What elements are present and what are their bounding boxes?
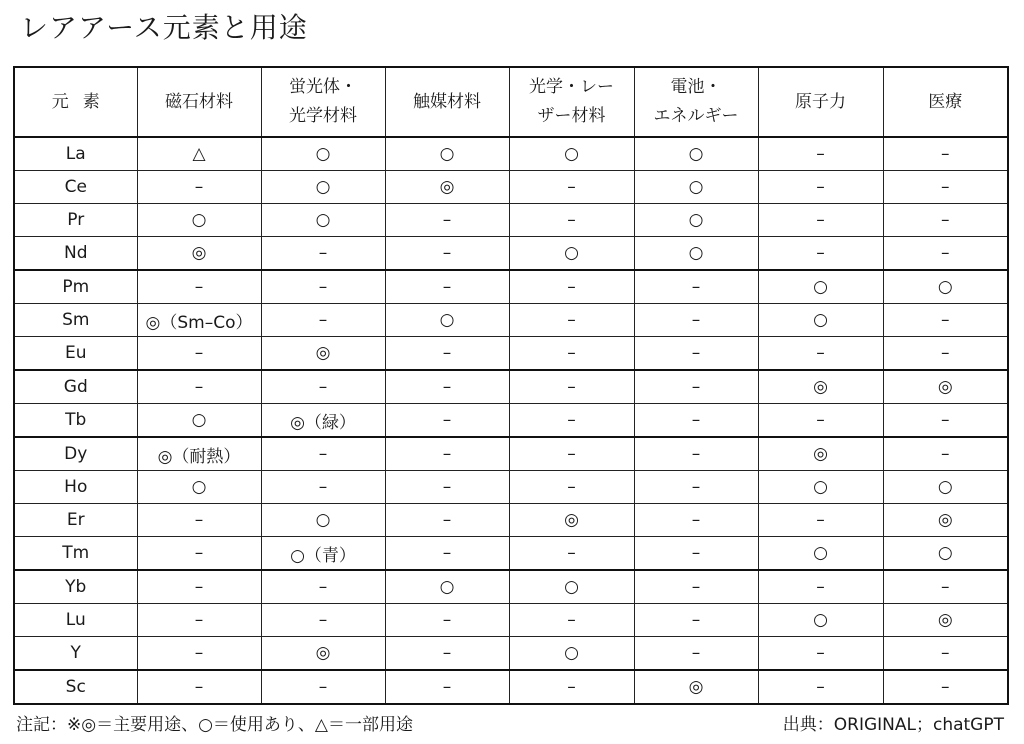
usage-cell: – <box>137 337 261 371</box>
column-header-line: 光学材料 <box>289 106 357 126</box>
usage-cell: – <box>883 404 1008 438</box>
usage-cell: ○ <box>758 270 883 304</box>
table-body <box>14 137 1008 704</box>
table-row <box>14 171 1008 204</box>
usage-cell: – <box>758 204 883 237</box>
usage-cell: – <box>137 637 261 671</box>
usage-cell: – <box>509 471 634 504</box>
usage-cell: – <box>883 570 1008 604</box>
column-header-line: 医療 <box>928 91 963 112</box>
usage-cell: – <box>261 370 385 404</box>
usage-cell: – <box>758 504 883 537</box>
table-row <box>14 304 1008 337</box>
usage-cell: – <box>634 437 758 471</box>
usage-cell: – <box>509 204 634 237</box>
usage-cell: – <box>509 171 634 204</box>
usage-cell: – <box>758 171 883 204</box>
usage-cell: – <box>883 670 1008 704</box>
usage-cell: ○ <box>758 471 883 504</box>
table-row <box>14 604 1008 637</box>
element-symbol-cell: Gd <box>14 370 137 404</box>
usage-cell: ○ <box>385 304 509 337</box>
usage-cell: – <box>509 370 634 404</box>
column-header-line: ザー材料 <box>537 106 606 126</box>
element-symbol-cell: Dy <box>14 437 137 471</box>
column-header-line: エネルギー <box>653 106 739 126</box>
usage-cell: – <box>261 237 385 271</box>
table-row <box>14 570 1008 604</box>
table-row <box>14 370 1008 404</box>
element-symbol-cell: Tm <box>14 537 137 571</box>
usage-cell: ◎ <box>758 437 883 471</box>
column-header-line: 蛍光体・ <box>289 77 357 97</box>
table-row <box>14 437 1008 471</box>
usage-cell: – <box>758 237 883 271</box>
usage-cell: – <box>883 437 1008 471</box>
usage-cell: ○ <box>634 237 758 271</box>
usage-cell: – <box>758 670 883 704</box>
column-header <box>385 67 509 137</box>
element-symbol-cell: Er <box>14 504 137 537</box>
usage-cell: – <box>883 637 1008 671</box>
usage-cell: ◎ <box>137 237 261 271</box>
usage-cell: ◎ <box>758 370 883 404</box>
element-symbol-cell: Pm <box>14 270 137 304</box>
table-row <box>14 537 1008 571</box>
usage-cell: – <box>883 337 1008 371</box>
usage-cell: – <box>634 471 758 504</box>
usage-cell: – <box>261 670 385 704</box>
usage-cell: ○ <box>509 237 634 271</box>
usage-cell: – <box>509 537 634 571</box>
table-row <box>14 137 1008 171</box>
usage-cell: – <box>634 404 758 438</box>
usage-cell: ○ <box>634 171 758 204</box>
usage-cell: ○ <box>634 204 758 237</box>
usage-cell: – <box>758 137 883 171</box>
element-symbol-cell: Ce <box>14 171 137 204</box>
usage-cell: – <box>758 570 883 604</box>
usage-cell: – <box>261 471 385 504</box>
usage-cell: – <box>758 404 883 438</box>
usage-cell: – <box>137 504 261 537</box>
usage-cell: – <box>261 604 385 637</box>
usage-cell: – <box>883 304 1008 337</box>
element-symbol-cell: Sc <box>14 670 137 704</box>
element-symbol-cell: Eu <box>14 337 137 371</box>
usage-cell: – <box>137 171 261 204</box>
usage-cell: – <box>385 237 509 271</box>
usage-cell: – <box>385 337 509 371</box>
usage-cell: – <box>261 437 385 471</box>
usage-cell: – <box>385 504 509 537</box>
usage-cell: ○ <box>385 570 509 604</box>
usage-cell: ○ <box>758 304 883 337</box>
usage-cell: – <box>758 637 883 671</box>
usage-cell: – <box>137 370 261 404</box>
usage-cell: – <box>509 337 634 371</box>
usage-cell: – <box>634 370 758 404</box>
usage-cell: – <box>758 337 883 371</box>
usage-cell: – <box>883 137 1008 171</box>
usage-cell: – <box>509 604 634 637</box>
usage-cell: ○ <box>261 137 385 171</box>
usage-cell: ○ <box>137 404 261 438</box>
table-header-row <box>14 67 1008 137</box>
usage-cell: ◎（Sm–Co） <box>137 304 261 337</box>
column-header <box>634 67 758 137</box>
table-row <box>14 471 1008 504</box>
usage-cell: – <box>261 270 385 304</box>
element-symbol-cell: Lu <box>14 604 137 637</box>
column-header-line: 磁石材料 <box>165 91 233 112</box>
usage-cell: ○ <box>883 270 1008 304</box>
usage-cell: ○ <box>758 537 883 571</box>
table-row <box>14 270 1008 304</box>
usage-cell: ◎ <box>883 370 1008 404</box>
column-header-line: 原子力 <box>795 91 846 112</box>
table-row <box>14 504 1008 537</box>
usage-cell: ◎ <box>634 670 758 704</box>
usage-cell: – <box>137 537 261 571</box>
usage-cell: – <box>634 637 758 671</box>
usage-cell: – <box>634 304 758 337</box>
usage-cell: – <box>634 504 758 537</box>
usage-cell: – <box>634 537 758 571</box>
usage-cell: – <box>137 270 261 304</box>
usage-cell: – <box>137 604 261 637</box>
usage-cell: – <box>634 604 758 637</box>
usage-cell: – <box>385 471 509 504</box>
table-row <box>14 637 1008 671</box>
usage-cell: ○ <box>261 204 385 237</box>
usage-cell: – <box>509 304 634 337</box>
element-symbol-cell: Tb <box>14 404 137 438</box>
element-symbol-cell: Pr <box>14 204 137 237</box>
usage-cell: ○ <box>137 471 261 504</box>
usage-cell: – <box>385 537 509 571</box>
usage-cell: – <box>634 337 758 371</box>
column-header-line: 元素 <box>51 91 114 112</box>
usage-cell: – <box>261 570 385 604</box>
usage-cell: ○ <box>509 570 634 604</box>
element-symbol-cell: La <box>14 137 137 171</box>
element-symbol-cell: Nd <box>14 237 137 271</box>
usage-cell: ○ <box>509 637 634 671</box>
page-title: レアアース元素と用途 <box>20 11 308 44</box>
table-row <box>14 337 1008 371</box>
usage-cell: – <box>385 637 509 671</box>
usage-cell: – <box>883 237 1008 271</box>
usage-cell: – <box>137 570 261 604</box>
usage-cell: – <box>385 204 509 237</box>
usage-cell: ○ <box>261 171 385 204</box>
column-header <box>137 67 261 137</box>
usage-cell: ○ <box>634 137 758 171</box>
usage-cell: ○ <box>758 604 883 637</box>
usage-cell: – <box>509 270 634 304</box>
table-row <box>14 404 1008 438</box>
usage-cell: – <box>634 270 758 304</box>
table-row <box>14 204 1008 237</box>
element-symbol-cell: Sm <box>14 304 137 337</box>
usage-cell: – <box>385 370 509 404</box>
usage-cell: ◎ <box>509 504 634 537</box>
column-header-line: 光学・レー <box>529 77 614 97</box>
element-symbol-cell: Yb <box>14 570 137 604</box>
source-credit: 出典：ORIGINAL；chatGPT <box>782 715 1004 735</box>
usage-cell: ○ <box>385 137 509 171</box>
usage-cell: ○ <box>509 137 634 171</box>
column-header-element <box>14 67 137 137</box>
usage-cell: ○ <box>261 504 385 537</box>
usage-cell: – <box>634 570 758 604</box>
usage-cell: ◎ <box>385 171 509 204</box>
usage-cell: △ <box>137 137 261 171</box>
column-header <box>261 67 385 137</box>
table-row <box>14 237 1008 271</box>
usage-cell: ◎ <box>883 504 1008 537</box>
column-header-line: 触媒材料 <box>413 91 481 112</box>
element-symbol-cell: Ho <box>14 471 137 504</box>
usage-cell: ◎（耐熱） <box>137 437 261 471</box>
table-row <box>14 670 1008 704</box>
usage-cell: – <box>385 404 509 438</box>
column-header <box>883 67 1008 137</box>
column-header <box>509 67 634 137</box>
usage-cell: – <box>261 304 385 337</box>
usage-cell: ○ <box>883 471 1008 504</box>
usage-cell: ◎（緑） <box>261 404 385 438</box>
element-symbol-cell: Y <box>14 637 137 671</box>
usage-cell: – <box>385 670 509 704</box>
usage-cell: – <box>385 270 509 304</box>
usage-cell: – <box>509 404 634 438</box>
usage-cell: ◎ <box>883 604 1008 637</box>
usage-cell: ○ <box>883 537 1008 571</box>
usage-cell: – <box>385 604 509 637</box>
column-header <box>758 67 883 137</box>
usage-cell: – <box>883 171 1008 204</box>
usage-cell: ◎ <box>261 637 385 671</box>
usage-cell: ◎ <box>261 337 385 371</box>
usage-cell: – <box>883 204 1008 237</box>
usage-cell: ○ <box>137 204 261 237</box>
usage-cell: – <box>137 670 261 704</box>
column-header-line: 電池・ <box>670 77 722 97</box>
usage-cell: ○（青） <box>261 537 385 571</box>
usage-cell: – <box>509 670 634 704</box>
usage-cell: – <box>385 437 509 471</box>
rare-earth-usage-table <box>13 66 1009 705</box>
legend-note: 注記：※◎＝主要用途、○＝使用あり、△＝一部用途 <box>16 715 413 735</box>
usage-cell: – <box>509 437 634 471</box>
